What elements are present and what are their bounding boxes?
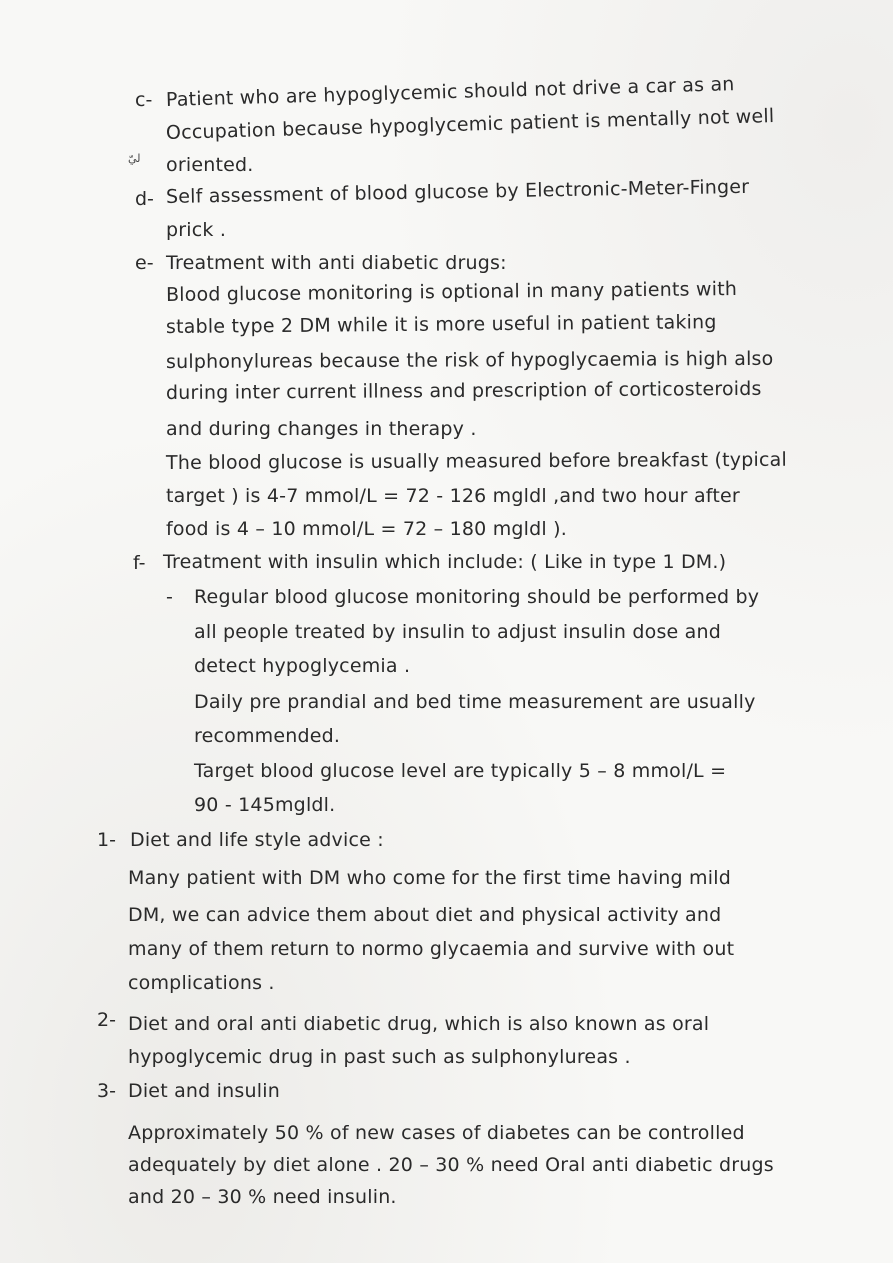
item-c-marker: c-	[135, 89, 153, 111]
item-e-line-2: Blood glucose monitoring is optional in many patients with	[165, 278, 738, 306]
item-f-marker: f-	[133, 552, 146, 574]
item-c-line-2: Occupation because hypoglycemic patient is mentally not well	[165, 105, 775, 144]
numbered-3-line-1: Diet and insulin	[128, 1080, 280, 1102]
numbered-1-marker: 1-	[97, 829, 116, 851]
item-f-sub-line-6: Target blood glucose level are typically 5 – 8 mmol/L =	[194, 760, 727, 782]
item-d-marker: d-	[135, 188, 154, 210]
item-d-line-2: prick .	[166, 219, 227, 241]
item-f-bullet: -	[166, 586, 173, 608]
item-c-line-3: oriented.	[166, 154, 254, 176]
numbered-2-marker: 2-	[97, 1009, 116, 1031]
item-e-line-1: Treatment with anti diabetic drugs:	[166, 252, 507, 274]
numbered-2-line-2: hypoglycemic drug in past such as sulphonylureas .	[128, 1046, 631, 1068]
item-f-sub-line-4: Daily pre prandial and bed time measurement are usually	[194, 691, 756, 713]
handwritten-note: ليّ	[128, 152, 141, 165]
numbered-1-line-1: Diet and life style advice :	[130, 829, 384, 851]
item-e-line-8: target ) is 4-7 mmol/L = 72 - 126 mgldl ,and two hour after	[166, 485, 740, 507]
numbered-1-line-4: many of them return to normo glycaemia and survive with out	[128, 938, 735, 960]
item-e-line-7: The blood glucose is usually measured before breakfast (typical	[165, 448, 787, 474]
item-f-line-1: Treatment with insulin which include: ( Like in type 1 DM.)	[163, 551, 727, 573]
item-f-sub-line-2: all people treated by insulin to adjust insulin dose and	[194, 621, 722, 643]
item-e-line-3: stable type 2 DM while it is more useful in patient taking	[165, 311, 717, 338]
item-f-sub-line-3: detect hypoglycemia .	[194, 655, 411, 677]
numbered-1-line-5: complications .	[128, 972, 275, 994]
item-f-sub-line-1: Regular blood glucose monitoring should be performed by	[194, 586, 760, 608]
numbered-3-line-2: Approximately 50 % of new cases of diabetes can be controlled	[128, 1122, 745, 1144]
numbered-1-line-2: Many patient with DM who come for the first time having mild	[128, 867, 731, 889]
item-e-line-5: during inter current illness and prescription of corticosteroids	[165, 377, 762, 404]
item-e-line-4: sulphonylureas because the risk of hypoglycaemia is high also	[165, 347, 774, 373]
numbered-3-line-4: and 20 – 30 % need insulin.	[128, 1186, 397, 1208]
item-f-sub-line-5: recommended.	[194, 725, 341, 747]
item-d-line-1: Self assessment of blood glucose by Electronic-Meter-Finger	[165, 175, 750, 208]
item-e-line-9: food is 4 – 10 mmol/L = 72 – 180 mgldl ).	[166, 518, 567, 540]
item-f-sub-line-7: 90 - 145mgldl.	[194, 794, 336, 816]
numbered-2-line-1: Diet and oral anti diabetic drug, which is also known as oral	[128, 1013, 710, 1035]
numbered-3-marker: 3-	[97, 1080, 116, 1102]
numbered-3-line-3: adequately by diet alone . 20 – 30 % need Oral anti diabetic drugs	[128, 1154, 774, 1176]
numbered-1-line-3: DM, we can advice them about diet and physical activity and	[128, 904, 722, 926]
item-e-marker: e-	[135, 252, 154, 274]
item-e-line-6: and during changes in therapy .	[166, 418, 477, 440]
item-c-line-1: Patient who are hypoglycemic should not drive a car as an	[165, 73, 735, 111]
